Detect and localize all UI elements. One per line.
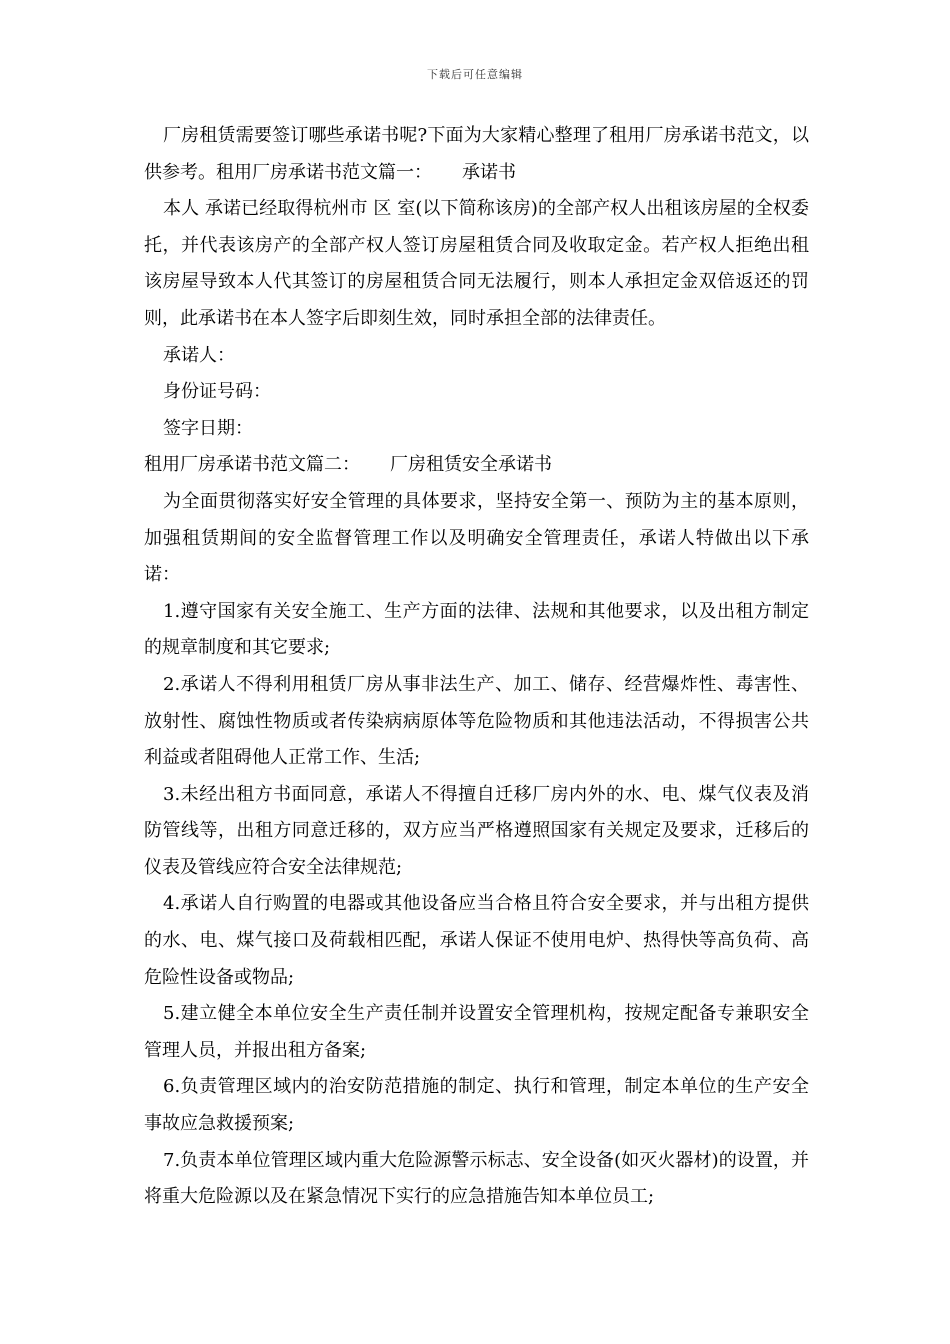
section2-heading: 租用厂房承诺书范文篇二： [144, 454, 360, 476]
commitment-item-6: 6.负责管理区域内的治安防范措施的制定、执行和管理，制定本单位的生产安全事故应急救援预案; [144, 1076, 809, 1135]
section2-heading-title: 厂房租赁安全承诺书 [390, 454, 552, 476]
document-body [144, 118, 809, 1216]
commitment-item-3: 3.未经出租方书面同意，承诺人不得擅自迁移厂房内外的水、电、煤气仪表及消防管线等，出租方同意迁移的，双方应当严格遵照国家有关规定及要求，迁移后的仪表及管线应符合安全法律规范; [144, 783, 809, 878]
section1-body: 本人 承诺已经取得杭州市 区 室(以下简称该房)的全部产权人出租该房屋的全权委托，并代表该房产的全部产权人签订房屋租赁合同及收取定金。若产权人拒绝出租该房屋导致本人代其签订的房屋租赁合同无法履行，则本人承担定金双倍返还的罚则，此承诺书在本人签字后即刻生效，同时承担全部的法律责任。 [144, 198, 809, 329]
commitment-item-1: 1.遵守国家有关安全施工、生产方面的法律、法规和其他要求，以及出租方制定的规章制度和其它要求; [144, 600, 809, 659]
id-number-label: 身份证号码： [163, 381, 271, 403]
intro-title: 承诺书 [462, 161, 516, 183]
header-note: 下载后可任意编辑 [427, 68, 523, 81]
intro-text: 厂房租赁需要签订哪些承诺书呢?下面为大家精心整理了租用厂房承诺书范文，以供参考。租用厂房承诺书范文篇一： [144, 125, 809, 183]
section2-preamble: 为全面贯彻落实好安全管理的具体要求，坚持安全第一、预防为主的基本原则，加强租赁期间的安全监督管理工作以及明确安全管理责任，承诺人特做出以下承诺： [144, 490, 809, 586]
commitment-item-4: 4.承诺人自行购置的电器或其他设备应当合格且符合安全要求，并与出租方提供的水、电、煤气接口及荷载相匹配，承诺人保证不使用电炉、热得快等高负荷、高危险性设备或物品; [144, 893, 809, 988]
commitment-item-2: 2.承诺人不得利用租赁厂房从事非法生产、加工、储存、经营爆炸性、毒害性、放射性、腐蚀性物质或者传染病病原体等危险物质和其他违法活动，不得损害公共利益或者阻碍他人正常工作、生活; [144, 673, 809, 769]
intro-paragraph [144, 118, 809, 191]
commitment-item-7: 7.负责本单位管理区域内重大危险源警示标志、安全设备(如灭火器材)的设置，并将重大危险源以及在紧急情况下实行的应急措施告知本单位员工; [144, 1149, 809, 1208]
section2-heading-line [144, 447, 809, 484]
promisor-label: 承诺人： [163, 344, 235, 366]
sign-date-label: 签字日期： [163, 417, 253, 439]
commitment-item-5: 5.建立健全本单位安全生产责任制并设置安全管理机构，按规定配备专兼职安全管理人员，并报出租方备案; [144, 1003, 809, 1061]
